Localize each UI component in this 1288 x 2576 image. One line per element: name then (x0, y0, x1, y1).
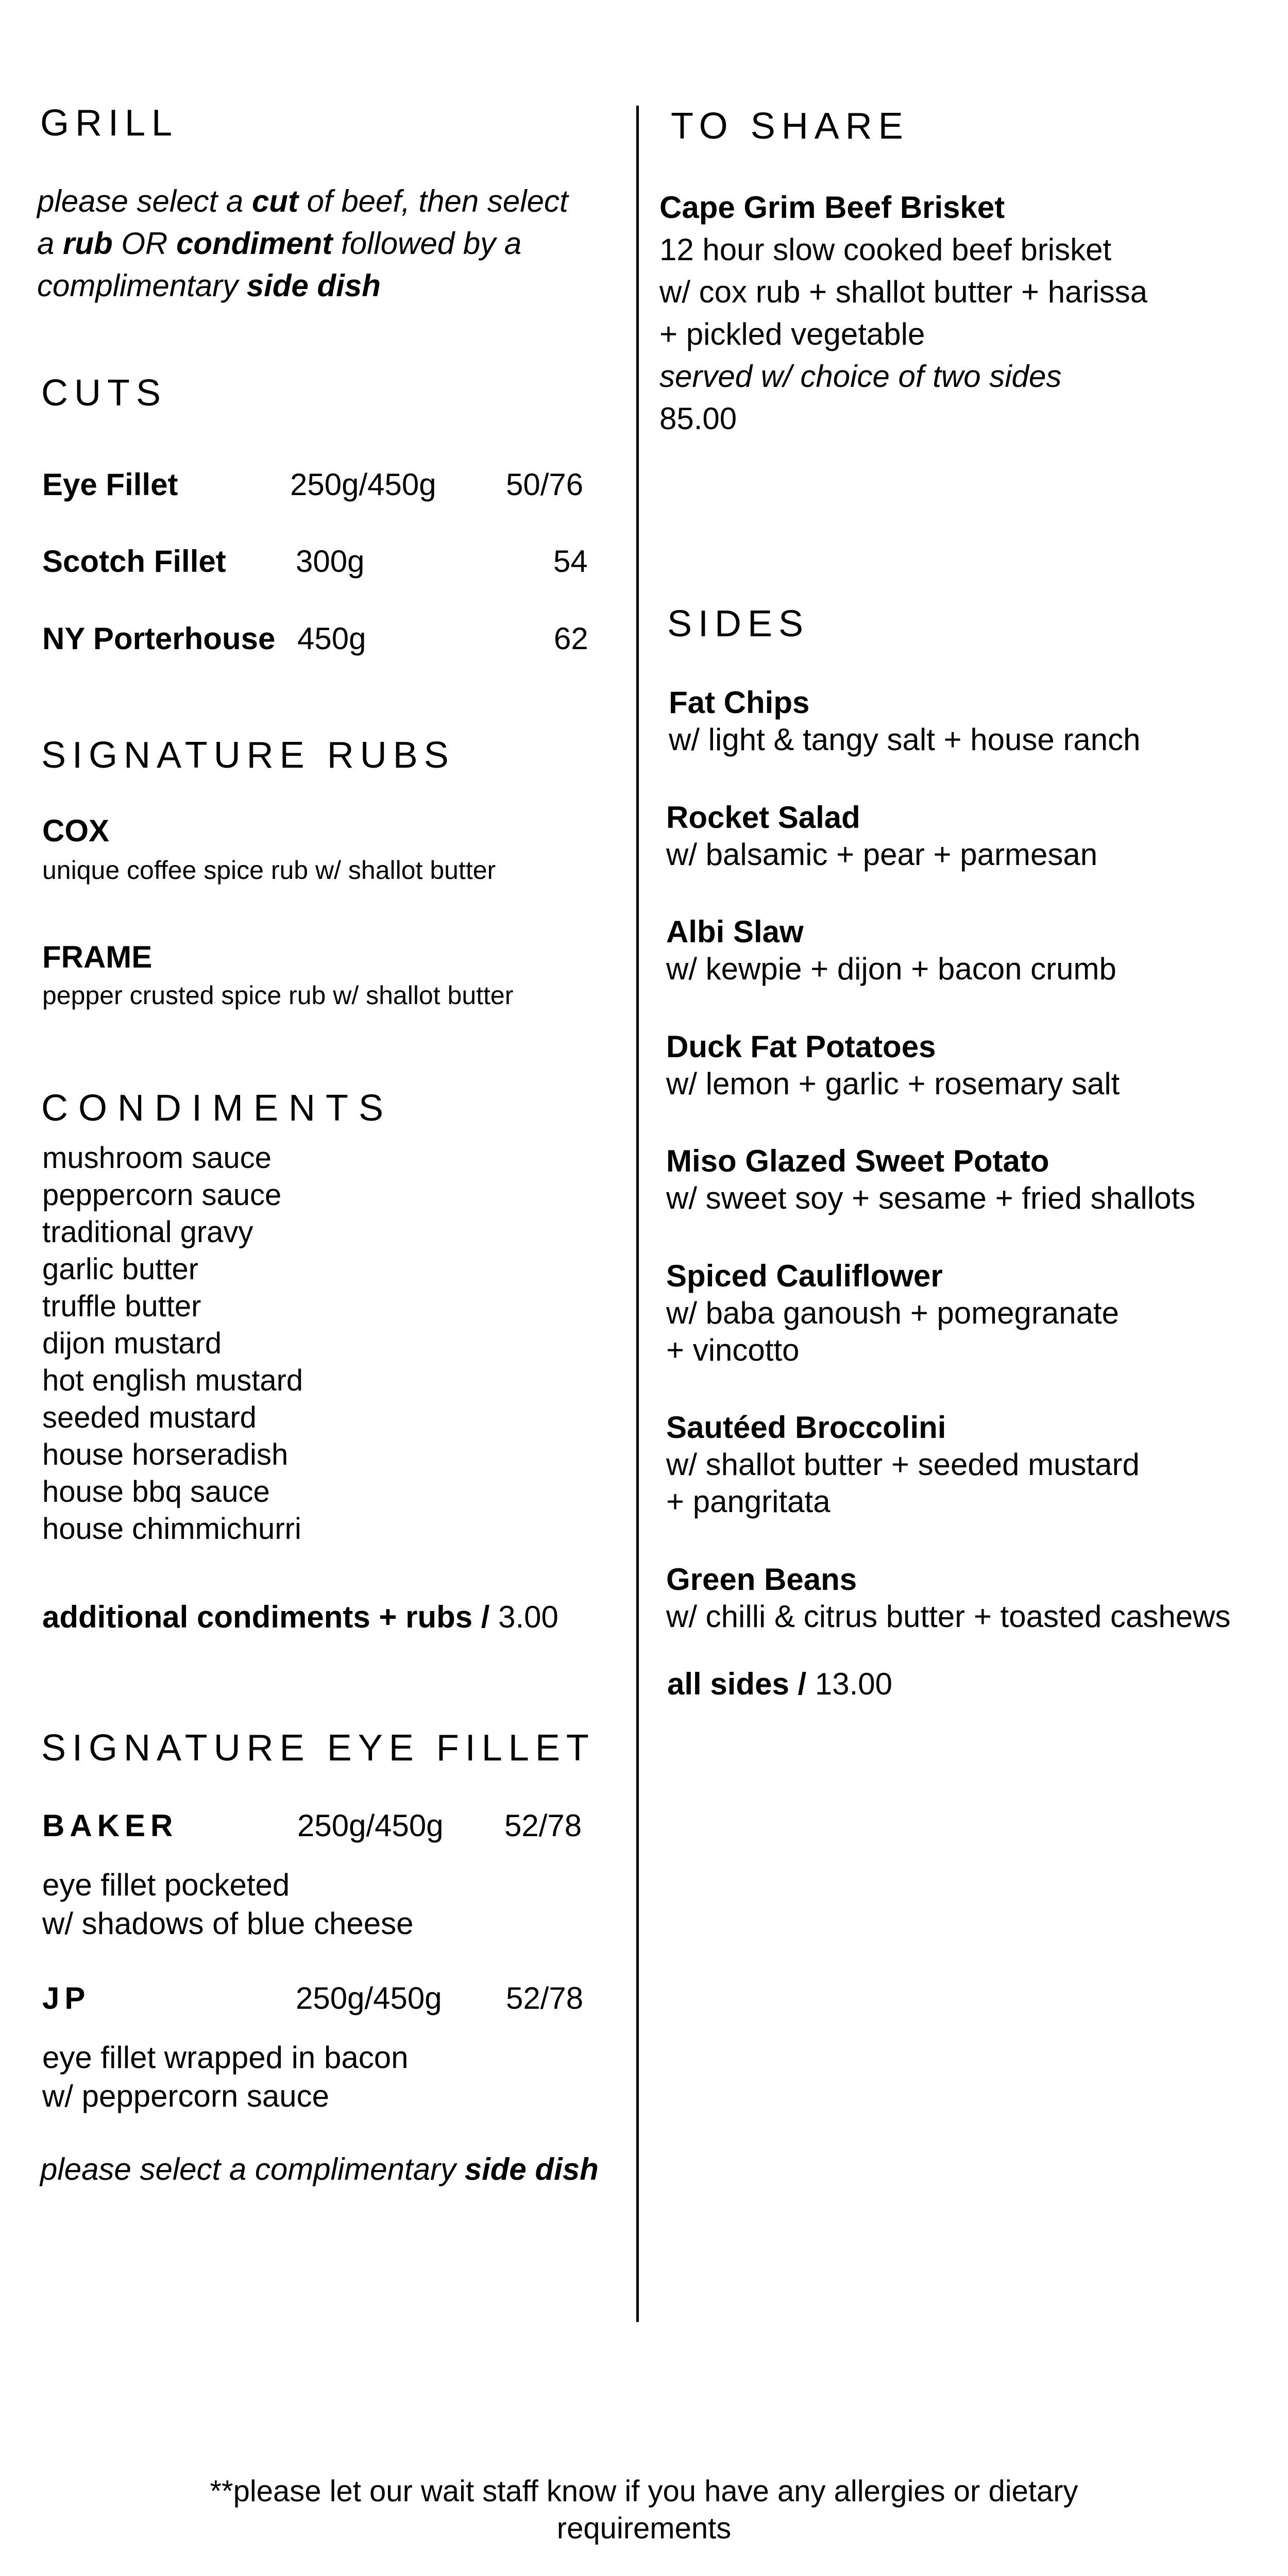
jp-price: 52/78 (506, 1981, 584, 2015)
list-item: garlic butter (42, 1252, 199, 1286)
baker-name: BAKER (42, 1808, 178, 1843)
cut-price: 50/76 (506, 467, 584, 502)
grill-heading: GRILL (40, 103, 179, 144)
side-dish-note: please select a complimentary side dish (40, 2152, 599, 2187)
condiments-list (42, 1140, 303, 1548)
column-divider (636, 106, 639, 2322)
cut-name: Eye Fillet (42, 467, 178, 502)
cut-weight: 300g (296, 544, 365, 579)
rubs-heading: SIGNATURE RUBS (41, 735, 455, 776)
cut-price: 54 (553, 544, 588, 579)
list-item: house horseradish (42, 1438, 289, 1471)
cut-weight: 250g/450g (290, 467, 436, 502)
list-item: house chimmichurri (42, 1512, 301, 1546)
list-item: Fat Chips w/ light & tangy salt + house ranch (669, 685, 1141, 757)
cuts-heading: CUTS (41, 372, 167, 414)
cut-weight: 450g (297, 621, 366, 656)
to-share-item: Cape Grim Beef Brisket 12 hour slow cooked beef brisket w/ cox rub + shallot butter + harissa + pickled vegetable served w/ choice of two sides 85.00 (659, 190, 1148, 436)
list-item: traditional gravy (42, 1215, 253, 1249)
jp-weight: 250g/450g (296, 1981, 442, 2015)
list-item: Green Beans w/ chilli & citrus butter + toasted cashews (666, 1562, 1231, 1634)
list-item: Albi Slaw w/ kewpie + dijon + bacon crumb (666, 914, 1116, 986)
rub-desc: unique coffee spice rub w/ shallot butter (42, 856, 496, 885)
cut-name: NY Porterhouse (42, 621, 276, 656)
jp-desc: eye fillet wrapped in bacon w/ peppercorn sauce (42, 2040, 409, 2113)
signature-eye-fillet-heading: SIGNATURE EYE FILLET (41, 1727, 595, 1769)
list-item: hot english mustard (42, 1364, 303, 1397)
rub-name: FRAME (42, 940, 152, 974)
list-item: seeded mustard (42, 1401, 257, 1434)
list-item: house bbq sauce (42, 1475, 270, 1509)
list-item: Rocket Salad w/ balsamic + pear + parmesan (666, 800, 1098, 872)
list-item: mushroom sauce (42, 1141, 272, 1175)
list-item: Spiced Cauliflower w/ baba ganoush + pomegranate + vincotto (666, 1259, 1119, 1367)
baker-price: 52/78 (504, 1808, 582, 1843)
baker-weight: 250g/450g (297, 1808, 444, 1843)
list-item: Miso Glazed Sweet Potato w/ sweet soy + sesame + fried shallots (666, 1144, 1196, 1215)
list-item: dijon mustard (42, 1327, 222, 1360)
cut-price: 62 (554, 621, 588, 656)
additional-condiments: additional condiments + rubs / 3.00 (42, 1600, 558, 1634)
rub-name: COX (42, 814, 110, 848)
list-item: Sautéed Broccolini w/ shallot butter + seeded mustard + pangritata (666, 1410, 1140, 1519)
list-item: peppercorn sauce (42, 1178, 282, 1212)
to-share-heading: TO SHARE (671, 106, 909, 147)
list-item: Duck Fat Potatoes w/ lemon + garlic + rosemary salt (666, 1029, 1120, 1101)
baker-desc: eye fillet pocketed w/ shadows of blue cheese (42, 1868, 414, 1941)
grill-intro: please select a cut of beef, then select a rub OR condiment followed by a complimentary side dish (37, 184, 568, 303)
rub-desc: pepper crusted spice rub w/ shallot butter (42, 981, 514, 1010)
jp-name: JP (42, 1981, 91, 2015)
list-item: truffle butter (42, 1290, 201, 1323)
all-sides-price: all sides / 13.00 (667, 1667, 892, 1701)
cut-name: Scotch Fillet (42, 544, 226, 579)
sides-heading: SIDES (667, 603, 810, 645)
condiments-heading: CONDIMENTS (41, 1088, 394, 1129)
allergy-note: **please let our wait staff know if you have any allergies or dietary requirements (210, 2475, 1078, 2545)
